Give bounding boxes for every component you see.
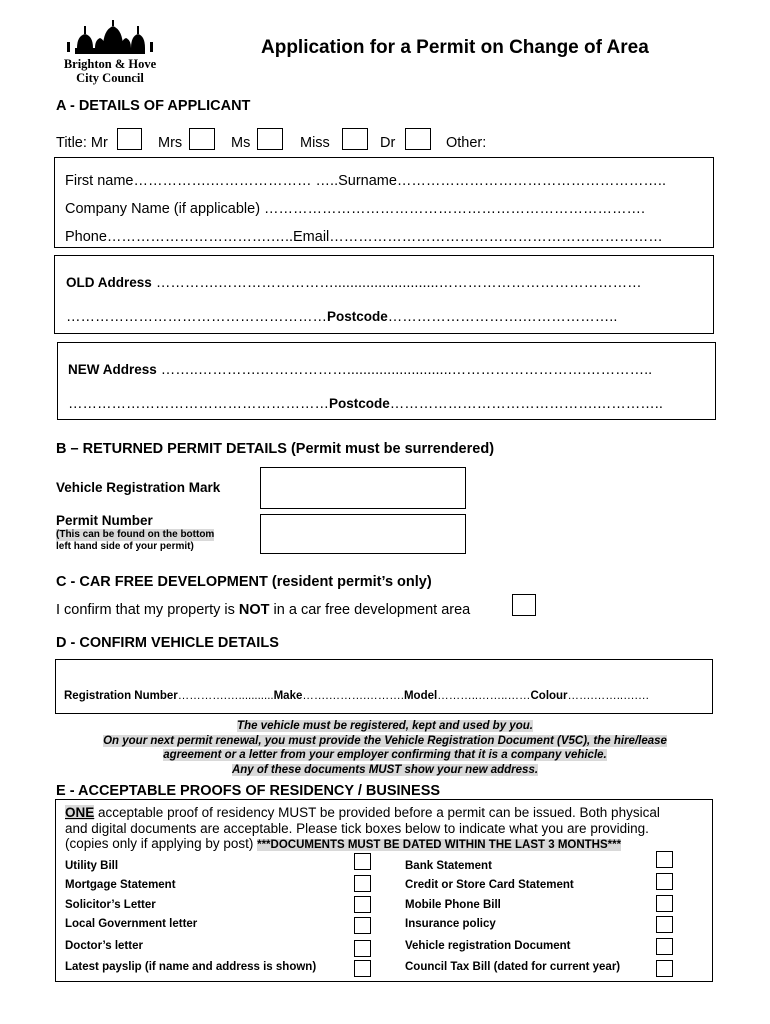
title-miss-checkbox[interactable] [342, 128, 368, 150]
proof-local-gov-checkbox[interactable] [354, 917, 371, 934]
proof-bank-statement: Bank Statement [405, 860, 492, 872]
intro-line3: (copies only if applying by post) [65, 836, 258, 851]
reg-number-label: Registration Number [64, 690, 178, 702]
confirm-not: NOT [238, 602, 270, 618]
old-address-label: OLD Address [66, 275, 152, 290]
phone-email-line[interactable]: Phone…………………………….…..Email…………………………………………………………… [65, 229, 663, 245]
proof-v5c: Vehicle registration Document [405, 940, 571, 952]
old-address-line2[interactable] [66, 309, 617, 325]
proof-council-tax-checkbox[interactable] [656, 960, 673, 977]
make-label: Make [273, 690, 303, 702]
section-a-heading: A - DETAILS OF APPLICANT [56, 98, 251, 114]
proof-payslip-checkbox[interactable] [354, 960, 371, 977]
intro-one: ONE [65, 805, 95, 820]
proof-council-tax: Council Tax Bill (dated for current year) [405, 961, 621, 973]
old-postcode-dots: ……………………….……………….. [387, 309, 618, 325]
intro-line1: acceptable proof of residency MUST be provided before a permit can be issued. Both physical [94, 805, 660, 820]
proof-doctor: Doctor’s letter [65, 940, 143, 952]
old-address-dots: ………….……………………..........................…………………………………… [155, 275, 642, 291]
proof-credit-card-checkbox[interactable] [656, 873, 673, 890]
permit-note-line2: left hand side of your permit) [56, 541, 194, 552]
title-dr-label: Dr [380, 135, 396, 151]
car-free-confirm-text [56, 602, 470, 618]
vehicle-note-line3: agreement or a letter from your employer confirming that it is a company vehicle. [163, 749, 607, 761]
proof-v5c-checkbox[interactable] [656, 938, 673, 955]
colour-label: Colour [530, 690, 568, 702]
permit-note-line1: (This can be found on the bottom [56, 529, 215, 540]
confirm-pre: I confirm that my property is [56, 602, 239, 618]
title-dr-checkbox[interactable] [405, 128, 431, 150]
permit-number-input[interactable] [260, 514, 466, 554]
confirm-post: in a car free development area [269, 602, 471, 618]
proof-credit-card: Credit or Store Card Statement [405, 879, 574, 891]
logo-line2: City Council [76, 71, 144, 85]
proof-solicitor: Solicitor’s Letter [65, 899, 156, 911]
new-postcode-dots: …………………………………….………….. [389, 396, 663, 412]
reg-number-dots: ………….…........... [177, 690, 274, 702]
title-ms-label: Ms [231, 135, 251, 151]
old-postcode-label: Postcode [327, 309, 388, 324]
title-miss-label: Miss [300, 135, 330, 151]
new-address-line1[interactable] [68, 362, 652, 378]
proof-mobile-bill: Mobile Phone Bill [405, 899, 501, 911]
colour-dots: …….……..….… [567, 690, 650, 702]
old-address-line2-dots: ……………………………………………… [66, 309, 327, 325]
permit-number-label: Permit Number [56, 513, 153, 528]
proof-mortgage: Mortgage Statement [65, 879, 176, 891]
proof-utility-bill: Utility Bill [65, 860, 119, 872]
proof-insurance: Insurance policy [405, 918, 496, 930]
vehicle-note-line1: The vehicle must be registered, kept and used by you. [237, 720, 533, 732]
proof-doctor-checkbox[interactable] [354, 940, 371, 957]
vehicle-note-line4: Any of these documents MUST show your new address. [231, 763, 539, 776]
title-mrs-label: Mrs [158, 135, 183, 151]
title-mrs-checkbox[interactable] [189, 128, 215, 150]
vehicle-note-line2: On your next permit renewal, you must provide the Vehicle Registration Document (V5C), the hire/lease [103, 734, 667, 747]
old-address-line1[interactable] [66, 275, 642, 291]
name-line[interactable]: First name…………….………………… …..Surname……………………………………………….. [65, 173, 666, 189]
new-address-dots: ……..………….………………..........................……………………….………….. [160, 362, 653, 378]
title-mr-checkbox[interactable] [117, 128, 142, 150]
proofs-intro [65, 805, 705, 854]
new-address-label: NEW Address [68, 362, 157, 377]
proof-bank-statement-checkbox[interactable] [656, 851, 673, 868]
intro-line2: and digital documents are acceptable. Please tick boxes below to indicate what you are providing. [65, 820, 649, 836]
proof-local-gov: Local Government letter [65, 918, 198, 930]
title-mr-label: Title: Mr [56, 135, 108, 151]
new-postcode-label: Postcode [329, 396, 390, 411]
vehicle-note [40, 719, 730, 777]
proof-payslip: Latest payslip (if name and address is shown) [65, 961, 317, 973]
vehicle-details-box [55, 659, 713, 714]
model-dots: ………..……..…… [437, 690, 531, 702]
section-b-heading: B – RETURNED PERMIT DETAILS (Permit must be surrendered) [56, 441, 495, 457]
pavilion-domes-icon [55, 20, 165, 56]
section-e-heading: E - ACCEPTABLE PROOFS OF RESIDENCY / BUSINESS [56, 783, 441, 799]
proof-mortgage-checkbox[interactable] [354, 875, 371, 892]
company-line[interactable]: Company Name (if applicable) ……………………………………………………………………. [65, 201, 646, 217]
title-ms-checkbox[interactable] [257, 128, 283, 150]
proof-solicitor-checkbox[interactable] [354, 896, 371, 913]
vehicle-details-line[interactable] [64, 690, 649, 702]
council-logo [55, 20, 165, 86]
make-dots: …….……….………. [302, 690, 404, 702]
title-other-label: Other: [446, 135, 487, 151]
vrm-label: Vehicle Registration Mark [56, 480, 221, 495]
section-c-heading: C - CAR FREE DEVELOPMENT (resident permit’s only) [56, 574, 432, 590]
car-free-checkbox[interactable] [512, 594, 536, 616]
proof-mobile-bill-checkbox[interactable] [656, 895, 673, 912]
section-d-heading: D - CONFIRM VEHICLE DETAILS [56, 635, 279, 651]
model-label: Model [403, 690, 438, 702]
page-title: Application for a Permit on Change of Area [261, 37, 649, 58]
logo-line1: Brighton & Hove [63, 57, 157, 71]
new-address-line2-dots: ……………………………………………… [68, 396, 329, 412]
proof-utility-bill-checkbox[interactable] [354, 853, 371, 870]
new-address-line2[interactable] [68, 396, 663, 412]
vrm-input[interactable] [260, 467, 466, 509]
intro-dated-note: ***DOCUMENTS MUST BE DATED WITHIN THE LAST 3 MONTHS*** [257, 839, 622, 851]
proof-insurance-checkbox[interactable] [656, 916, 673, 933]
